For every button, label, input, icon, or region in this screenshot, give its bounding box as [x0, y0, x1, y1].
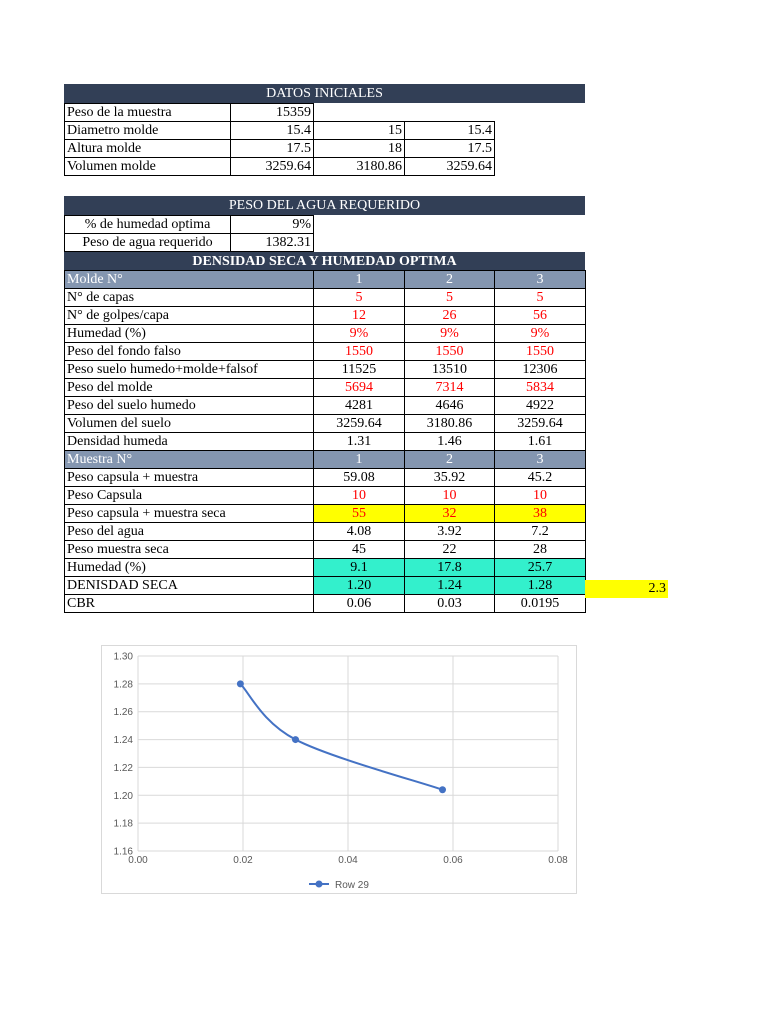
table-row: [65, 122, 495, 140]
peso-agua-table: [64, 215, 314, 252]
table-row: [65, 216, 314, 234]
cell-label: Volumen molde: [65, 158, 231, 176]
cell-label: CBR: [65, 595, 314, 613]
cell-label: Peso del suelo humedo: [65, 397, 314, 415]
cell-label: DENISDAD SECA: [65, 577, 314, 595]
cell-value: 4646: [405, 397, 495, 415]
cell-value: 22: [405, 541, 495, 559]
cell-value: 15: [314, 122, 405, 140]
cell-label: Humedad (%): [65, 559, 314, 577]
cell-value: 45.2: [495, 469, 586, 487]
peso-agua-value: 1382.31: [231, 234, 314, 252]
cell-value: 55: [314, 505, 405, 523]
cell-value: 5: [314, 289, 405, 307]
table-row: [65, 469, 586, 487]
table-row: [65, 505, 586, 523]
chart: [101, 645, 577, 894]
x-tick-label: 0.00: [128, 855, 148, 866]
cell-value: 11525: [314, 361, 405, 379]
cell-value: 9%: [314, 325, 405, 343]
cell-value: 1550: [405, 343, 495, 361]
cell-value: 32: [405, 505, 495, 523]
cell-value: 10: [314, 487, 405, 505]
cell-label: Peso muestra seca: [65, 541, 314, 559]
column-header: 3: [495, 271, 586, 289]
cell-value: 9.1: [314, 559, 405, 577]
peso-agua-header: PESO DEL AGUA REQUERIDO: [64, 196, 585, 215]
cell-value: 5: [495, 289, 586, 307]
cell-value: 5: [405, 289, 495, 307]
datos-iniciales-header: DATOS INICIALES: [64, 84, 585, 103]
cell-value: 38: [495, 505, 586, 523]
cell-value: 3259.64: [231, 158, 314, 176]
x-tick-label: 0.06: [443, 855, 463, 866]
x-tick-label: 0.04: [338, 855, 358, 866]
table-header-row: [65, 271, 586, 289]
cell-value: 56: [495, 307, 586, 325]
column-header: 2: [405, 271, 495, 289]
table-row: [65, 158, 495, 176]
y-tick-label: 1.26: [113, 707, 133, 719]
table-row: [65, 234, 314, 252]
table-row: [65, 325, 586, 343]
y-tick-label: 1.30: [113, 651, 133, 663]
y-tick-label: 1.28: [113, 679, 133, 691]
cell-value: 7.2: [495, 523, 586, 541]
cell-value: 3259.64: [495, 415, 586, 433]
column-header: 1: [314, 271, 405, 289]
cell-value: 1.31: [314, 433, 405, 451]
data-point: [237, 680, 244, 687]
cell-value: 3180.86: [405, 415, 495, 433]
cell-label: Densidad humeda: [65, 433, 314, 451]
cell-label: Humedad (%): [65, 325, 314, 343]
cell-label: N° de golpes/capa: [65, 307, 314, 325]
y-tick-label: 1.22: [113, 762, 133, 774]
chart-svg: [102, 646, 578, 895]
densidad-table: [64, 270, 586, 613]
cell-value: 3259.64: [314, 415, 405, 433]
cell-value: 1.46: [405, 433, 495, 451]
cell-value: 26: [405, 307, 495, 325]
cell-label: Altura molde: [65, 140, 231, 158]
cell-value: 12: [314, 307, 405, 325]
table-row: [65, 104, 495, 122]
cell-value: 10: [405, 487, 495, 505]
peso-agua-label: Peso de agua requerido: [65, 234, 231, 252]
cell-value: 25.7: [495, 559, 586, 577]
humedad-optima-label: % de humedad optima: [65, 216, 231, 234]
cell-value: 17.8: [405, 559, 495, 577]
column-header: 3: [495, 451, 586, 469]
table-row: [65, 487, 586, 505]
table-row: [65, 307, 586, 325]
cell-label: Peso del molde: [65, 379, 314, 397]
table-row: [65, 397, 586, 415]
cell-value: 1550: [495, 343, 586, 361]
legend-label: Row 29: [335, 880, 369, 891]
cell-value: 59.08: [314, 469, 405, 487]
cell-value: 1.20: [314, 577, 405, 595]
table-row: [65, 577, 586, 595]
cell-label: N° de capas: [65, 289, 314, 307]
table-row: [65, 140, 495, 158]
table-row: [65, 379, 586, 397]
cell-value: 0.03: [405, 595, 495, 613]
cell-value: 15.4: [231, 122, 314, 140]
molde-header-label: Molde N°: [65, 271, 314, 289]
table-row: [65, 433, 586, 451]
table-row: [65, 541, 586, 559]
table-row: [65, 289, 586, 307]
data-point: [439, 786, 446, 793]
cell-value: 9%: [495, 325, 586, 343]
y-tick-label: 1.18: [113, 818, 133, 830]
muestra-header-label: Muestra N°: [65, 451, 314, 469]
cell-label: Diametro molde: [65, 122, 231, 140]
cell-label: Peso de la muestra: [65, 104, 231, 122]
cell-value: 35.92: [405, 469, 495, 487]
y-tick-label: 1.20: [113, 790, 133, 802]
cell-value: 7314: [405, 379, 495, 397]
cell-label: Peso del fondo falso: [65, 343, 314, 361]
cell-value: 3.92: [405, 523, 495, 541]
x-tick-label: 0.08: [548, 855, 568, 866]
table-row: [65, 559, 586, 577]
legend-marker: [316, 881, 323, 888]
cell-value: 5834: [495, 379, 586, 397]
cell-value: 28: [495, 541, 586, 559]
cell-label: Peso capsula + muestra: [65, 469, 314, 487]
cell-label: Peso del agua: [65, 523, 314, 541]
series-line: [240, 684, 442, 790]
cell-value: 10: [495, 487, 586, 505]
humedad-optima-value: 9%: [231, 216, 314, 234]
extra-value-cell: 2.3: [585, 580, 668, 598]
cell-value: 12306: [495, 361, 586, 379]
cell-value: 1.61: [495, 433, 586, 451]
cell-value: 45: [314, 541, 405, 559]
densidad-header: DENSIDAD SECA Y HUMEDAD OPTIMA: [64, 252, 585, 270]
table-row: [65, 343, 586, 361]
cell-value: 15359: [231, 104, 314, 122]
cell-value: 17.5: [231, 140, 314, 158]
cell-value: 1.28: [495, 577, 586, 595]
table-row: [65, 361, 586, 379]
cell-label: Peso suelo humedo+molde+falsof: [65, 361, 314, 379]
datos-iniciales-table: [64, 103, 495, 176]
y-tick-label: 1.16: [113, 846, 133, 858]
cell-value: 9%: [405, 325, 495, 343]
table-header-row: [65, 451, 586, 469]
cell-value: 4281: [314, 397, 405, 415]
cell-value: 0.06: [314, 595, 405, 613]
cell-value: 3180.86: [314, 158, 405, 176]
cell-value: 4.08: [314, 523, 405, 541]
cell-value: 1.24: [405, 577, 495, 595]
cell-value: 1550: [314, 343, 405, 361]
cell-value: 18: [314, 140, 405, 158]
cell-value: 5694: [314, 379, 405, 397]
y-tick-label: 1.24: [113, 735, 133, 747]
table-row: [65, 415, 586, 433]
cell-value: 15.4: [405, 122, 495, 140]
cell-value: 3259.64: [405, 158, 495, 176]
table-row: [65, 595, 586, 613]
cell-value: 13510: [405, 361, 495, 379]
cell-label: Peso Capsula: [65, 487, 314, 505]
cell-value: 17.5: [405, 140, 495, 158]
cell-value: 4922: [495, 397, 586, 415]
cell-label: Volumen del suelo: [65, 415, 314, 433]
column-header: 2: [405, 451, 495, 469]
data-point: [292, 736, 299, 743]
column-header: 1: [314, 451, 405, 469]
table-row: [65, 523, 586, 541]
x-tick-label: 0.02: [233, 855, 253, 866]
cell-label: Peso capsula + muestra seca: [65, 505, 314, 523]
cell-value: 0.0195: [495, 595, 586, 613]
